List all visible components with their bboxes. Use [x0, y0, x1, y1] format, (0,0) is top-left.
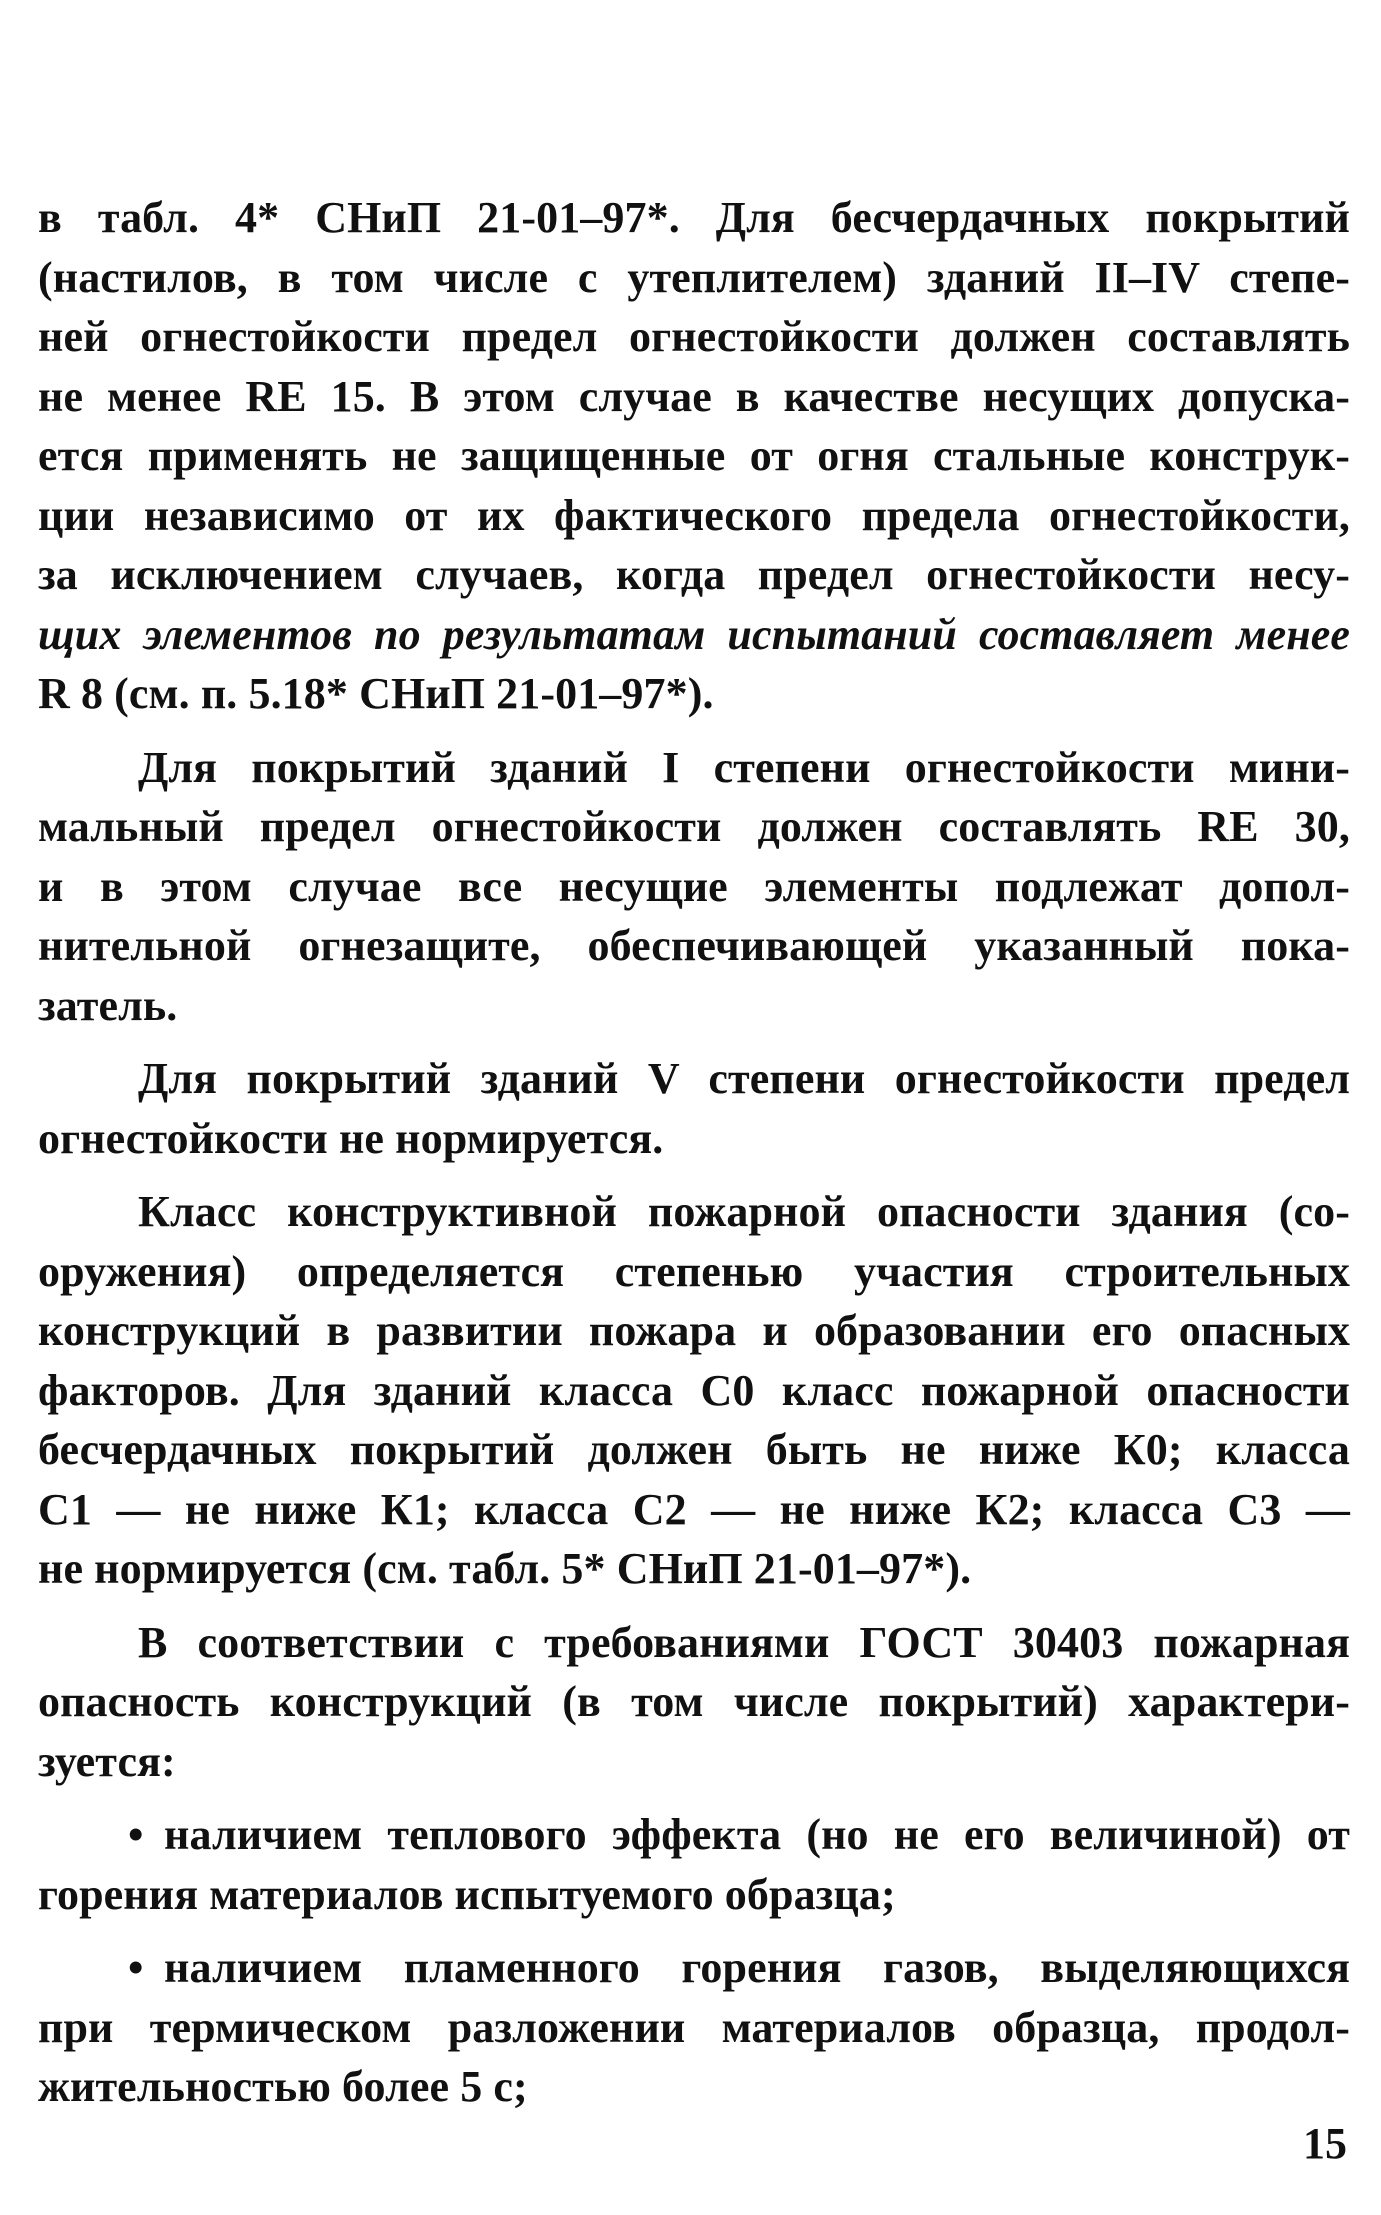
bullet-icon: •	[128, 1943, 144, 1992]
text-line: Для покрытий зданий I степени огнестойкости мини-	[138, 742, 1350, 792]
bullet-text: наличием теплового эффекта (но не его величиной) от	[164, 1810, 1350, 1859]
bullet-item-2	[38, 1938, 1350, 2117]
text-line: В соответствии с требованиями ГОСТ 30403 пожарная	[138, 1617, 1350, 1667]
text-line: затель.	[38, 980, 178, 1030]
text-line: в табл. 4* СНиП 21-01–97*. Для бесчердачных покрытий	[38, 193, 1350, 242]
text-line: за исключением случаев, когда предел огнестойкости несу-	[38, 550, 1350, 599]
text-line: факторов. Для зданий класса С0 класс пожарной опасности	[38, 1365, 1350, 1415]
paragraph-2	[38, 738, 1350, 1036]
text-line: при термическом разложении материалов образца, продол-	[38, 2002, 1350, 2052]
text-line: ется применять не защищенные от огня стальные конструк-	[38, 431, 1350, 480]
text-line: огнестойкости не нормируется.	[38, 1113, 664, 1163]
paragraph-4	[38, 1182, 1350, 1599]
text-line: бесчердачных покрытий должен быть не ниже К0; класса	[38, 1425, 1350, 1474]
text-line	[38, 1938, 1350, 1998]
text-line: ции независимо от их фактического предела огнестойкости,	[38, 490, 1350, 540]
paragraph-3	[38, 1049, 1350, 1168]
page-number: 15	[1303, 2119, 1347, 2168]
text-line: нительной огнезащите, обеспечивающей указанный пока-	[38, 921, 1350, 970]
text-line: не нормируется (см. табл. 5* СНиП 21-01–97*).	[38, 1544, 972, 1593]
text-line	[38, 1805, 1350, 1865]
text-line: оружения) определяется степенью участия строительных	[38, 1246, 1350, 1296]
text-line: (настилов, в том числе с утеплителем) зданий II–IV степе-	[38, 252, 1350, 302]
text-line: С1 — не ниже К1; класса С2 — не ниже К2; класса С3 —	[38, 1484, 1350, 1534]
paragraph-1	[38, 188, 1350, 724]
bullet-text: наличием пламенного горения газов, выделяющихся	[164, 1943, 1350, 1992]
paragraph-5	[38, 1613, 1350, 1792]
bullet-item-1	[38, 1805, 1350, 1924]
text-line: жительностью более 5 с;	[38, 2062, 528, 2111]
text-line: щих элементов по результатам испытаний составляет менее	[38, 609, 1350, 659]
text-line: мальный предел огнестойкости должен составлять RE 30,	[38, 802, 1350, 851]
text-line: Для покрытий зданий V степени огнестойкости предел	[138, 1054, 1350, 1103]
text-line: и в этом случае все несущие элементы подлежат допол-	[38, 861, 1350, 911]
text-line: горения материалов испытуемого образца;	[38, 1869, 896, 1919]
bullet-icon: •	[128, 1810, 144, 1859]
text-line: опасность конструкций (в том числе покрытий) характери-	[38, 1677, 1350, 1726]
page-body	[38, 188, 1350, 2117]
text-line: зуется:	[38, 1736, 176, 1786]
text-line: не менее RE 15. В этом случае в качестве несущих допуска-	[38, 371, 1350, 421]
text-line: ней огнестойкости предел огнестойкости должен составлять	[38, 312, 1350, 361]
text-line: конструкций в развитии пожара и образовании его опасных	[38, 1306, 1350, 1355]
text-line: Класс конструктивной пожарной опасности здания (со-	[138, 1187, 1350, 1236]
text-line: R 8 (см. п. 5.18* СНиП 21-01–97*).	[38, 669, 714, 718]
